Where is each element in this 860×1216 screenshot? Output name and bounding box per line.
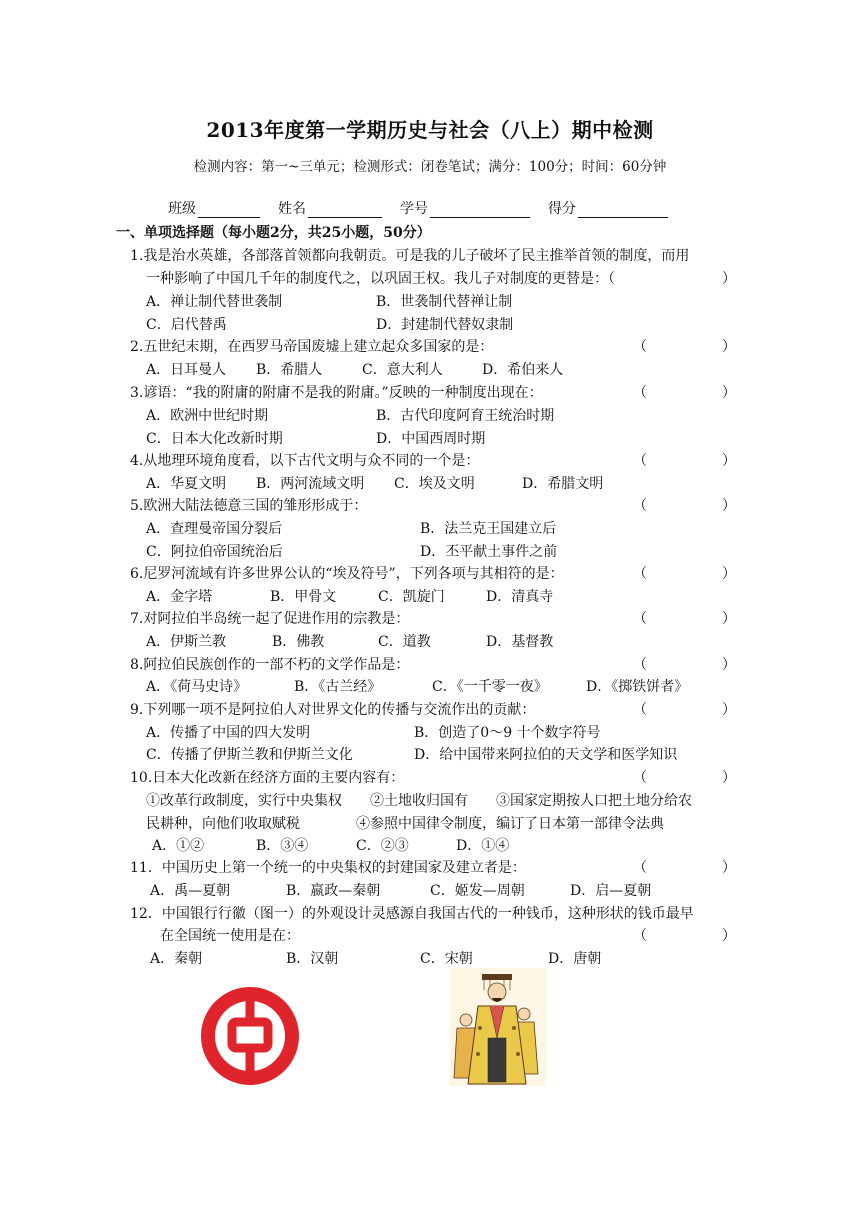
question-2-option-a: A．日耳曼人 [146,362,227,378]
question-9-stem: 9.下列哪一项不是阿拉伯人对世界文化的传播与交流作出的贡献： [130,702,536,718]
question-9-option-d: D．给中国带来阿拉伯的天文学和医学知识 [414,747,678,763]
class-field[interactable] [168,198,260,218]
name-label: 姓名 [278,201,306,217]
answer-paren-open: （ [633,385,647,401]
question-8-stem: 8.阿拉伯民族创作的一部不朽的文学作品是： [130,657,410,673]
answer-paren-open: （ [633,860,647,876]
number-label: 学号 [400,201,428,217]
emperor-illustration-image [450,968,546,1086]
question-4-option-d: D．希腊文明 [522,476,604,492]
question-12-option-c: C．宋朝 [420,951,473,967]
answer-paren-open: （ [633,770,647,786]
answer-paren-open: （ [633,611,647,627]
question-1-option-a: A．禅让制代替世袭制 [146,294,283,310]
question-7-option-d: D．基督教 [486,634,554,650]
question-10-items-line2: 民耕种，向他们收取赋税 ④参照中国律令制度，编订了日本第一部律令法典 [146,816,664,832]
answer-paren-close: ） [722,271,736,287]
question-6-option-c: C．凯旋门 [378,589,445,605]
question-8-option-b: B．《古兰经》 [294,679,382,695]
question-3-option-a: A．欧洲中世纪时期 [146,408,269,424]
question-11-option-c: C．姬发—周朝 [430,883,525,899]
question-8-option-c: C．《一千零一夜》 [432,679,548,695]
score-label: 得分 [548,201,576,217]
answer-paren-close: ） [722,339,736,355]
answer-paren-open: （ [633,498,647,514]
question-10-option-b: B．③④ [256,838,309,854]
question-10-stem: 10.日本大化改新在经济方面的主要内容有： [130,770,405,786]
answer-paren-close: ） [722,566,736,582]
question-10-option-d: D．①④ [456,838,510,854]
logo-bar-bottom [246,1048,255,1080]
answer-paren-open: （ [633,657,647,673]
question-9-option-a: A．传播了中国的四大发明 [146,725,311,741]
question-5-stem: 5.欧洲大陆法德意三国的雏形形成于： [130,498,368,514]
question-5-option-a: A．查理曼帝国分裂后 [146,521,283,537]
answer-paren-close: ） [722,453,736,469]
question-6-stem: 6.尼罗河流域有许多世界公认的“埃及符号”，下列各项与其相符的是： [130,566,564,582]
question-8-option-d: D．《掷铁饼者》 [586,679,689,695]
name-field[interactable] [278,198,382,218]
question-11-option-a: A．禹—夏朝 [150,883,231,899]
question-11-option-d: D．启—夏朝 [570,883,652,899]
section-heading: 一、单项选择题（每小题2分，共25小题，50分） [116,225,431,241]
class-label: 班级 [168,201,196,217]
question-3-option-c: C．日本大化改新时期 [146,431,283,447]
answer-paren-close: ） [722,702,736,718]
score-blank[interactable] [578,203,668,218]
question-1-option-b: B．世袭制代替禅让制 [376,294,513,310]
question-11-option-b: B．嬴政—秦朝 [286,883,381,899]
answer-paren-close: ） [722,860,736,876]
answer-paren-close: ） [722,928,736,944]
question-5-option-d: D．丕平献土事件之前 [420,544,558,560]
question-12-option-b: B．汉朝 [286,951,339,967]
answer-paren-close: ） [722,385,736,401]
question-8-option-a: A．《荷马史诗》 [146,679,248,695]
question-1-option-c: C．启代替禹 [146,317,227,333]
class-blank[interactable] [198,203,260,218]
question-12-line1: 12．中国银行行徽（图一）的外观设计灵感源自我国古代的一种钱币，这种形状的钱币最早 [130,906,694,922]
question-2-option-c: C．意大利人 [362,362,443,378]
question-10-option-c: C．②③ [356,838,409,854]
question-9-option-b: B．创造了0～9 十个数字符号 [414,725,601,741]
question-4-option-c: C．埃及文明 [394,476,475,492]
student-info-row [168,198,686,218]
question-9-option-c: C．传播了伊斯兰教和伊斯兰文化 [146,747,353,763]
question-5-option-b: B．法兰克王国建立后 [420,521,557,537]
answer-paren-close: ） [722,611,736,627]
question-3-option-d: D．中国西周时期 [376,431,486,447]
name-blank[interactable] [308,203,382,218]
score-field[interactable] [548,198,668,218]
question-12-line2: 在全国统一使用是在： [160,928,300,944]
question-4-option-a: A．华夏文明 [146,476,227,492]
answer-paren-close: ） [722,770,736,786]
page-title: 2013年度第一学期历史与社会（八上）期中检测 [206,118,654,142]
question-6-option-d: D．清真寺 [486,589,554,605]
question-11-stem: 11．中国历史上第一个统一的中央集权的封建国家及建立者是： [130,860,526,876]
answer-paren-close: ） [722,498,736,514]
question-1-line1: 1.我是治水英雄，各部落首领都向我朝贡。可是我的儿子破坏了民主推举首领的制度，而用 [130,248,690,264]
question-7-option-b: B．佛教 [272,634,325,650]
question-2-option-d: D．希伯来人 [482,362,564,378]
bank-of-china-logo-image [200,986,300,1086]
question-1-option-d: D．封建制代替奴隶制 [376,317,514,333]
question-7-option-c: C．道教 [378,634,431,650]
logo-square [232,1022,268,1048]
question-2-option-b: B．希腊人 [256,362,323,378]
question-6-option-b: B．甲骨文 [270,589,337,605]
question-10-option-a: A．①② [152,838,205,854]
question-4-stem: 4.从地理环境角度看，以下古代文明与众不同的一个是： [130,453,480,469]
question-12-option-d: D．唐朝 [548,951,602,967]
question-3-stem: 3.谚语：“我的附庸的附庸不是我的附庸。”反映的一种制度出现在： [130,385,543,401]
question-12-option-a: A．秦朝 [150,951,203,967]
answer-paren-open: （ [633,702,647,718]
answer-paren-open: （ [633,339,647,355]
logo-bar-top [246,992,255,1022]
question-4-option-b: B．两河流域文明 [256,476,365,492]
exam-subtitle: 检测内容：第一~三单元；检测形式：闭卷笔试；满分：100分；时间：60分钟 [193,159,667,175]
question-2-stem: 2.五世纪末期，在西罗马帝国废墟上建立起众多国家的是： [130,339,494,355]
number-blank[interactable] [430,203,530,218]
answer-paren-close: ） [722,657,736,673]
answer-paren-open: （ [633,566,647,582]
answer-paren-open: （ [633,928,647,944]
question-5-option-c: C．阿拉伯帝国统治后 [146,544,283,560]
question-3-option-b: B．古代印度阿育王统治时期 [376,408,555,424]
question-7-option-a: A．伊斯兰教 [146,634,227,650]
question-10-items-line1: ①改革行政制度，实行中央集权 ②土地收归国有 ③国家定期按人口把土地分给农 [146,793,692,809]
question-1-line2: 一种影响了中国几千年的制度代之，以巩固王权。我儿子对制度的更替是：（ [146,271,615,287]
question-7-stem: 7.对阿拉伯半岛统一起了促进作用的宗教是： [130,611,410,627]
number-field[interactable] [400,198,530,218]
answer-paren-open: （ [633,453,647,469]
question-6-option-a: A．金字塔 [146,589,213,605]
